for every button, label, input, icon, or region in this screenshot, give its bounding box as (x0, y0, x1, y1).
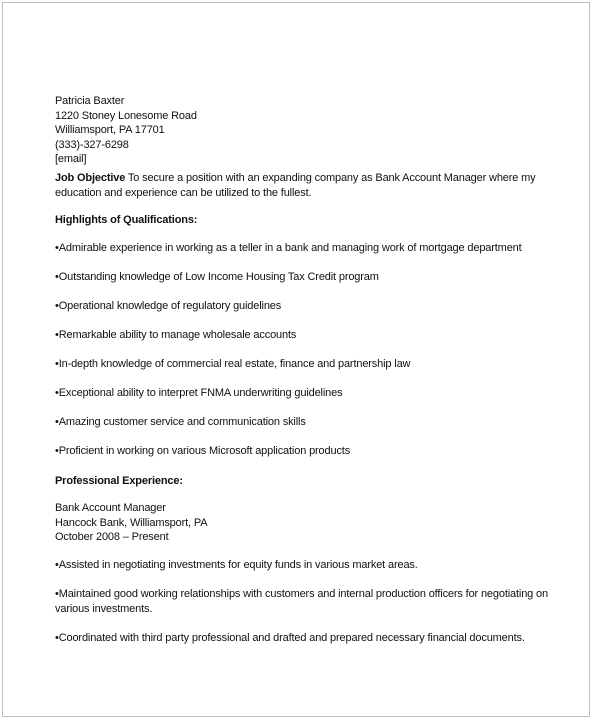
experience-heading: Professional Experience: (55, 474, 183, 487)
document-page (2, 2, 590, 717)
spacer (55, 430, 515, 445)
experience-item: •Coordinated with third party professional and drafted and prepared necessary financial documents. (55, 631, 525, 644)
resume-content (55, 94, 548, 645)
highlight-item: •Exceptional ability to interpret FNMA underwriting guidelines (55, 387, 343, 400)
experience-item: •Maintained good working relationships with customers and internal production officers for negotiating on (55, 587, 548, 600)
experience-item: •Assisted in negotiating investments for equity funds in various market areas. (55, 558, 418, 571)
objective-text-2: education and experience can be utilized to the fullest. (55, 186, 312, 199)
contact-email: [email] (55, 153, 87, 166)
highlight-item: •Proficient in working on various Microsoft application products (55, 445, 351, 458)
highlight-item: •Remarkable ability to manage wholesale accounts (55, 329, 297, 342)
spacer (55, 284, 515, 299)
highlight-item: •In-depth knowledge of commercial real estate, finance and partnership law (55, 358, 411, 371)
objective-text-1: To secure a position with an expanding company as Bank Account Manager where my (125, 171, 536, 184)
contact-name: Patricia Baxter (55, 95, 125, 107)
spacer (55, 572, 515, 587)
spacer (55, 616, 515, 631)
spacer (55, 255, 515, 270)
spacer (55, 488, 515, 501)
spacer (55, 545, 515, 558)
objective-label: Job Objective (55, 171, 126, 184)
experience-item-continued: various investments. (55, 602, 153, 615)
job-company: Hancock Bank, Williamsport, PA (55, 516, 208, 529)
highlight-item: •Operational knowledge of regulatory guidelines (55, 299, 282, 312)
job-title: Bank Account Manager (55, 502, 166, 515)
spacer (55, 228, 515, 241)
spacer (55, 401, 515, 416)
objective-line-1 (55, 171, 536, 186)
contact-street: 1220 Stoney Lonesome Road (55, 109, 197, 122)
spacer (55, 343, 515, 358)
spacer (55, 372, 515, 387)
contact-city: Williamsport, PA 17701 (55, 124, 165, 137)
job-dates: October 2008 – Present (55, 531, 169, 544)
highlight-item: •Admirable experience in working as a teller in a bank and managing work of mortgage department (55, 241, 522, 254)
highlight-item: •Amazing customer service and communication skills (55, 416, 306, 429)
spacer (55, 459, 515, 474)
spacer (55, 314, 515, 329)
highlight-item: •Outstanding knowledge of Low Income Housing Tax Credit program (55, 270, 379, 283)
spacer (55, 200, 515, 213)
highlights-heading: Highlights of Qualifications: (55, 214, 198, 227)
contact-phone: (333)-327-6298 (55, 138, 129, 151)
